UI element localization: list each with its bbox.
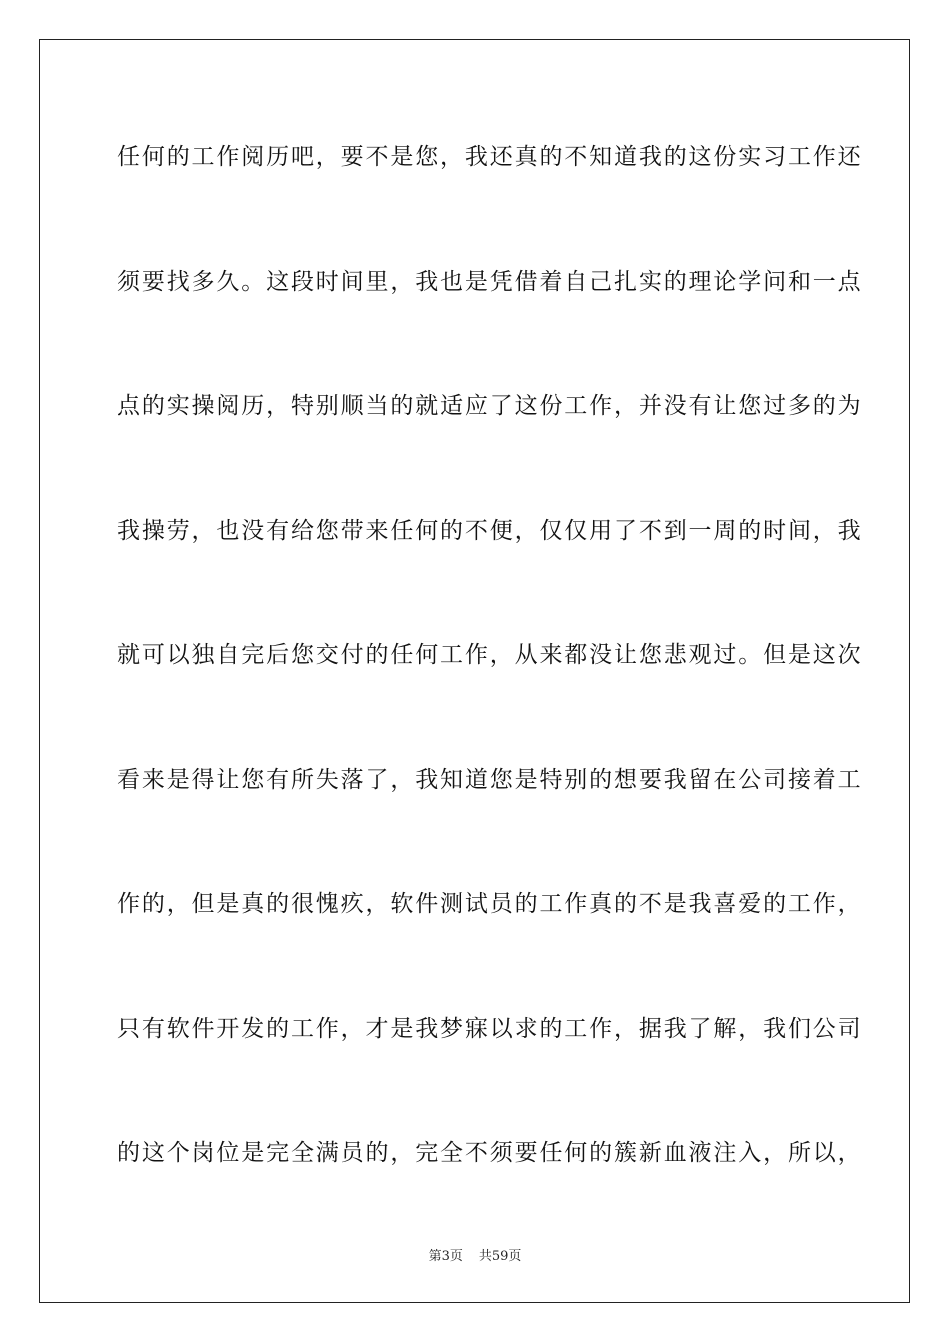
paragraph-line: 的这个岗位是完全满员的，完全不须要任何的簇新血液注入，所以， xyxy=(117,1140,863,1166)
page-number: 第3页 xyxy=(428,1249,463,1264)
paragraph-line: 任何的工作阅历吧，要不是您，我还真的不知道我的这份实习工作还 xyxy=(117,144,863,170)
page-total: 共59页 xyxy=(478,1249,522,1264)
paragraph-line: 看来是得让您有所失落了，我知道您是特别的想要我留在公司接着工 xyxy=(117,766,863,793)
document-body xyxy=(117,125,863,1246)
paragraph-line: 我操劳，也没有给您带来任何的不便，仅仅用了不到一周的时间，我 xyxy=(117,517,863,544)
paragraph-line: 须要找多久。这段时间里，我也是凭借着自己扎实的理论学问和一点 xyxy=(117,268,863,295)
page-footer xyxy=(0,1247,950,1267)
paragraph-line: 作的，但是真的很愧疚，软件测试员的工作真的不是我喜爱的工作， xyxy=(117,891,863,917)
paragraph-line: 点的实操阅历，特别顺当的就适应了这份工作，并没有让您过多的为 xyxy=(117,393,863,419)
paragraph-line: 只有软件开发的工作，才是我梦寐以求的工作，据我了解，我们公司 xyxy=(117,1015,863,1042)
paragraph-line: 就可以独自完后您交付的任何工作，从来都没让您悲观过。但是这次 xyxy=(117,642,863,668)
